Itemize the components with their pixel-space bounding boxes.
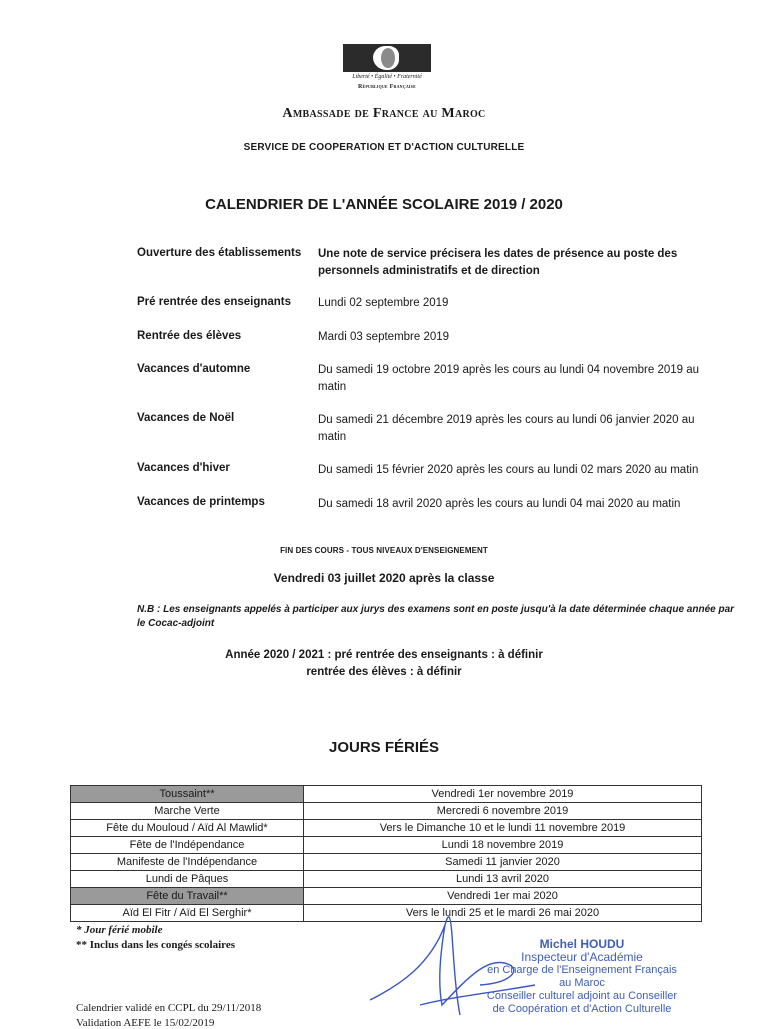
holiday-date: Mercredi 6 novembre 2019 bbox=[304, 803, 702, 820]
embassy-heading: Ambassade de France au Maroc bbox=[282, 106, 486, 121]
validation-line: Calendrier validé en CCPL du 29/11/2018 bbox=[76, 1002, 262, 1014]
service-heading: SERVICE DE COOPERATION ET D'ACTION CULTURELLE bbox=[243, 142, 525, 153]
calendar-value: Une note de service précisera les dates de présence au poste des personnels administratifs et de direction bbox=[318, 248, 678, 277]
stamp-name: Michel HOUDU bbox=[539, 937, 625, 951]
table-row bbox=[71, 888, 702, 905]
holidays-table bbox=[70, 785, 702, 922]
next-year-line: Année 2020 / 2021 : pré rentrée des enseignants : à définir bbox=[225, 649, 543, 661]
calendar-value: Du samedi 21 décembre 2019 après les cours au lundi 06 janvier 2020 au matin bbox=[318, 414, 695, 443]
holiday-name: Marche Verte bbox=[71, 803, 304, 820]
footnote-mobile: * Jour férié mobile bbox=[76, 924, 163, 936]
holiday-name: Fête de l'Indépendance bbox=[71, 837, 304, 854]
calendar-label: Vacances de printemps bbox=[137, 496, 265, 508]
official-stamp bbox=[462, 938, 702, 1016]
holiday-date: Vendredi 1er novembre 2019 bbox=[304, 786, 702, 803]
footnote-included: ** Inclus dans les congés scolaires bbox=[76, 939, 236, 951]
holidays-title: JOURS FÉRIÉS bbox=[328, 739, 440, 756]
next-year-line: rentrée des élèves : à définir bbox=[306, 666, 462, 678]
calendar-label: Pré rentrée des enseignants bbox=[137, 296, 292, 308]
calendar-label: Vacances d'hiver bbox=[137, 462, 230, 474]
holiday-name: Fête du Travail** bbox=[71, 888, 304, 905]
holiday-date: Samedi 11 janvier 2020 bbox=[304, 854, 702, 871]
holiday-date: Lundi 18 novembre 2019 bbox=[304, 837, 702, 854]
calendar-value: Du samedi 18 avril 2020 après les cours au lundi 04 mai 2020 au matin bbox=[318, 498, 681, 510]
calendar-value: Du samedi 15 février 2020 après les cours au lundi 02 mars 2020 au matin bbox=[318, 464, 699, 476]
nb-note: N.B : Les enseignants appelés à participer aux jurys des examens sont en poste jusqu'à la date déterminée chaque année par le Cocac-adjoint bbox=[137, 604, 735, 629]
holiday-name: Aïd El Fitr / Aïd El Serghir* bbox=[71, 905, 304, 922]
stamp-line: Conseiller culturel adjoint au Conseiller bbox=[486, 990, 678, 1002]
table-row bbox=[71, 820, 702, 837]
holiday-date: Lundi 13 avril 2020 bbox=[304, 871, 702, 888]
calendar-label: Vacances d'automne bbox=[137, 363, 251, 375]
logo-republic: République Française bbox=[358, 84, 416, 90]
stamp-role: Inspecteur d'Académie bbox=[521, 950, 643, 964]
table-row bbox=[71, 871, 702, 888]
holiday-date: Vers le lundi 25 et le mardi 26 mai 2020 bbox=[304, 905, 702, 922]
table-row bbox=[71, 803, 702, 820]
calendar-value: Mardi 03 septembre 2019 bbox=[318, 331, 450, 343]
marianne-logo-icon bbox=[343, 44, 431, 72]
holiday-date: Vendredi 1er mai 2020 bbox=[304, 888, 702, 905]
calendar-label: Rentrée des élèves bbox=[137, 330, 242, 342]
stamp-line: en Charge de l'Enseignement Français bbox=[487, 964, 677, 976]
republique-francaise-logo bbox=[343, 44, 431, 96]
holiday-name: Lundi de Pâques bbox=[71, 871, 304, 888]
stamp-line: au Maroc bbox=[559, 977, 605, 989]
holiday-name: Fête du Mouloud / Aïd Al Mawlid* bbox=[71, 820, 304, 837]
end-of-classes-title: FIN DES COURS - TOUS NIVEAUX D'ENSEIGNEMENT bbox=[280, 546, 488, 555]
calendar-label: Ouverture des établissements bbox=[137, 247, 302, 259]
document-title: CALENDRIER DE L'ANNÉE SCOLAIRE 2019 / 2020 bbox=[205, 196, 563, 213]
logo-motto: Liberté • Égalité • Fraternité bbox=[352, 74, 422, 80]
stamp-line: de Coopération et d'Action Culturelle bbox=[492, 1003, 672, 1015]
table-row bbox=[71, 786, 702, 803]
holiday-date: Vers le Dimanche 10 et le lundi 11 novembre 2019 bbox=[304, 820, 702, 837]
holiday-name: Manifeste de l'Indépendance bbox=[71, 854, 304, 871]
table-row bbox=[71, 837, 702, 854]
holiday-name: Toussaint** bbox=[71, 786, 304, 803]
calendar-label: Vacances de Noël bbox=[137, 412, 235, 424]
calendar-value: Du samedi 19 octobre 2019 après les cours au lundi 04 novembre 2019 au matin bbox=[318, 364, 700, 393]
end-of-classes-date: Vendredi 03 juillet 2020 après la classe bbox=[273, 571, 495, 585]
table-row bbox=[71, 854, 702, 871]
validation-line: Validation AEFE le 15/02/2019 bbox=[76, 1017, 215, 1029]
calendar-value: Lundi 02 septembre 2019 bbox=[318, 297, 449, 309]
